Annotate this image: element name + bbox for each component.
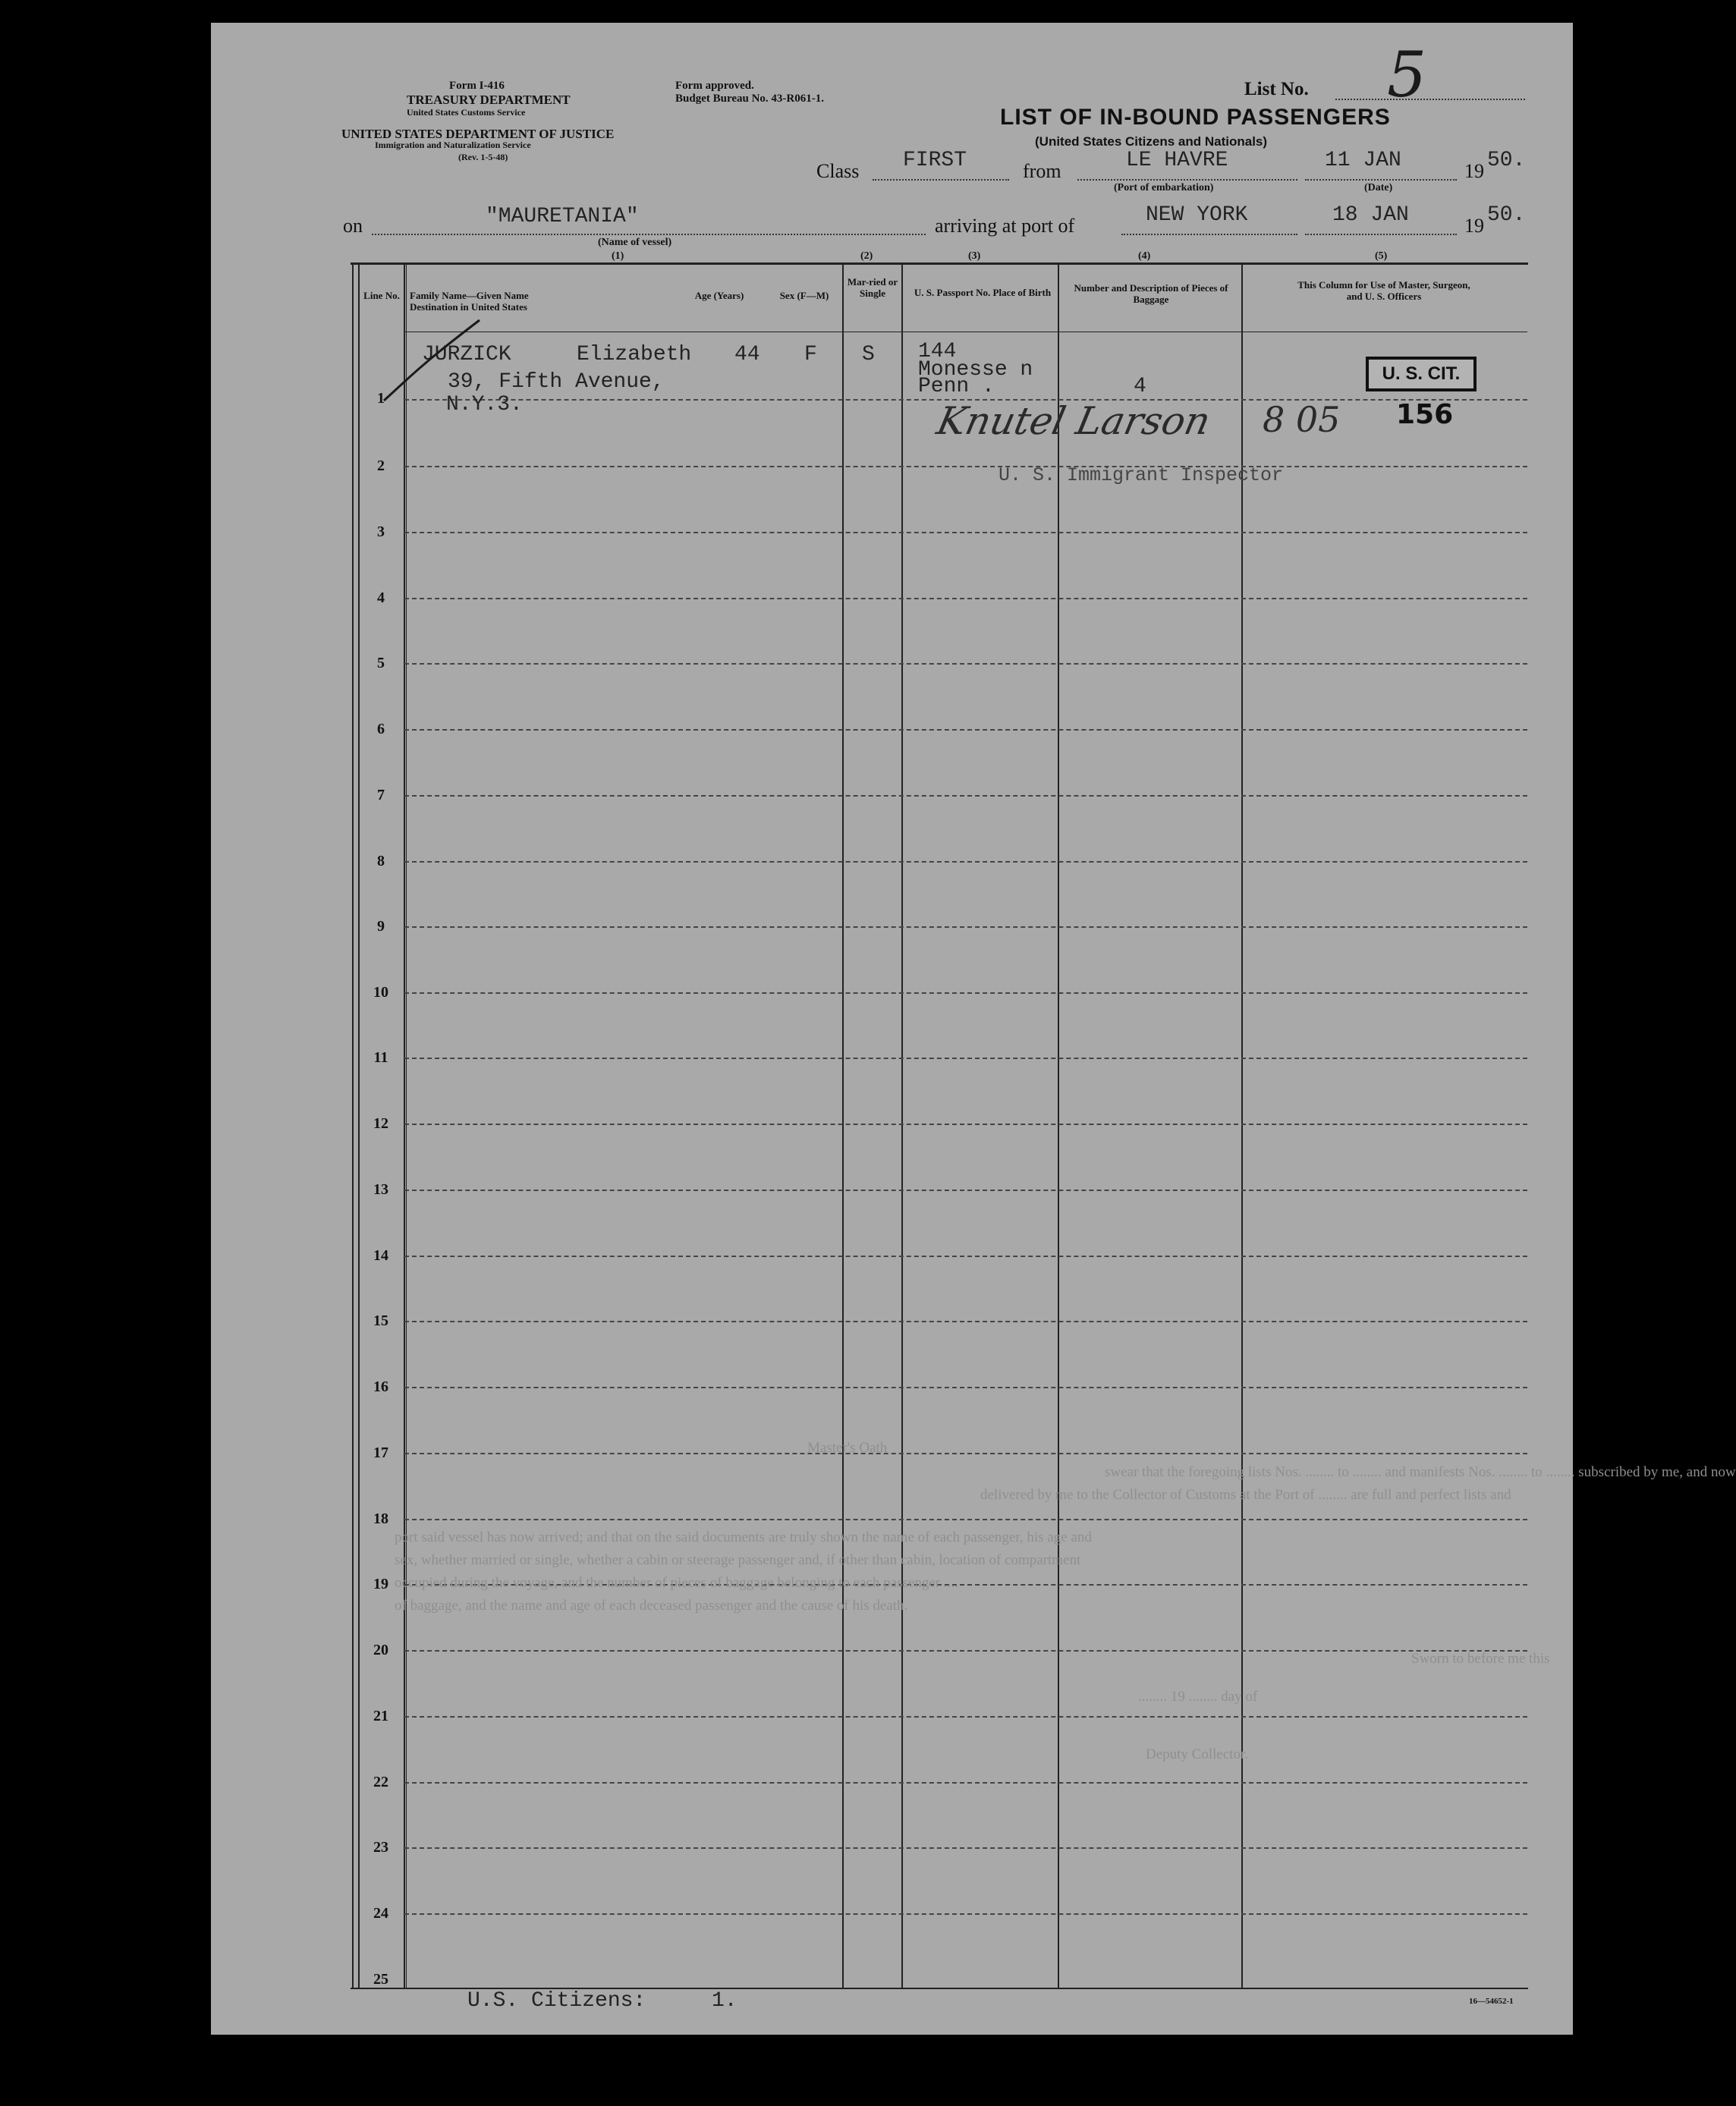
line-number: 19: [373, 1576, 388, 1592]
customs-service: United States Customs Service: [407, 107, 526, 118]
passenger-address-1: 39, Fifth Avenue,: [448, 370, 665, 394]
line-number: 11: [373, 1049, 388, 1066]
line-number: 24: [373, 1905, 388, 1922]
port-embarkation: LE HAVRE: [1126, 149, 1228, 172]
line-number: 22: [373, 1774, 388, 1790]
name-divider: [406, 262, 407, 1989]
passenger-given-name: Elizabeth: [577, 343, 692, 366]
passenger-sex: F: [804, 343, 817, 366]
class-value: FIRST: [903, 149, 967, 172]
line-number: 1: [377, 390, 385, 407]
arrival-date: 18 JAN: [1332, 203, 1409, 227]
line-number: 8: [377, 853, 385, 869]
col-num-5: (5): [1375, 250, 1388, 262]
row-rule: [404, 598, 1527, 599]
col-line-no: Line No.: [363, 290, 400, 301]
col-num-4: (4): [1138, 250, 1151, 262]
embarkation-caption: (Port of embarkation): [1114, 182, 1214, 193]
line-number: 3: [377, 523, 385, 540]
table-left-border: [352, 262, 354, 1989]
passenger-age: 44: [734, 343, 760, 366]
passport-number: 144: [918, 340, 957, 363]
citizens-label: U.S. Citizens:: [467, 1989, 646, 2013]
list-no-value: 5: [1387, 39, 1427, 112]
line-number: 10: [373, 984, 388, 1001]
birth-city: Monesse n: [918, 358, 1033, 382]
bleed-through-text: occupied during the voyage, and the number of pieces of baggage belonging to each passenger ....: [395, 1575, 958, 1591]
line-number: 15: [373, 1312, 388, 1329]
passenger-address-2: N.Y.3.: [446, 393, 523, 416]
vessel-caption: (Name of vessel): [598, 237, 672, 248]
row-rule: [404, 1387, 1527, 1388]
row-rule: [404, 1519, 1527, 1520]
line-number: 21: [373, 1708, 388, 1724]
arrival-port-line: [1121, 234, 1297, 235]
row-rule: [404, 1716, 1527, 1718]
row-rule: [404, 1913, 1527, 1915]
print-code: 16—54652-1: [1469, 1997, 1514, 2006]
row-rule: [404, 795, 1527, 797]
bleed-through-text: ........ 19 ........ day of: [1138, 1689, 1258, 1705]
row-rule: [404, 926, 1527, 928]
row-rule: [404, 1058, 1527, 1059]
row-rule: [404, 1782, 1527, 1784]
us-citizen-stamp: U. S. CIT.: [1366, 357, 1477, 391]
line-number: 2: [377, 457, 385, 474]
col-marital: Mar-ried or Single: [847, 276, 898, 299]
col-sex: Sex (F—M): [779, 290, 829, 301]
marital-left-divider: [842, 262, 844, 1989]
revision-date: (Rev. 1-5-48): [458, 152, 508, 162]
table-top-border: [351, 262, 1528, 265]
citizens-count: 1.: [712, 1989, 737, 2013]
on-label: on: [343, 215, 363, 237]
treasury-dept: TREASURY DEPARTMENT: [407, 93, 571, 107]
date-line: [1305, 179, 1457, 181]
baggage-count: 4: [1134, 375, 1146, 398]
dept-justice: UNITED STATES DEPARTMENT OF JUSTICE: [341, 127, 615, 141]
ins-service: Immigration and Naturalization Service: [375, 140, 531, 150]
row-rule: [404, 663, 1527, 665]
col-passport: U. S. Passport No. Place of Birth: [914, 287, 1052, 298]
bleed-through-text: Sworn to before me this: [1411, 1651, 1550, 1667]
row-rule: [404, 992, 1527, 994]
arrival-year: 50.: [1487, 203, 1526, 227]
page-title: LIST OF IN-BOUND PASSENGERS: [1000, 105, 1391, 130]
row-rule: [404, 1650, 1527, 1652]
check-mark-icon: [379, 317, 486, 408]
arrival-port: NEW YORK: [1146, 203, 1248, 227]
line-number: 25: [373, 1971, 388, 1988]
line-number: 14: [373, 1247, 388, 1264]
row-rule: [404, 729, 1527, 731]
from-label: from: [1023, 160, 1061, 182]
embarkation-line: [1077, 179, 1297, 181]
baggage-divider: [1241, 262, 1243, 1989]
col-num-3: (3): [968, 250, 981, 262]
passport-divider: [1058, 262, 1059, 1989]
line-no-divider: [404, 262, 405, 1989]
row-rule: [404, 1847, 1527, 1849]
inspection-time: 8 05: [1263, 399, 1341, 440]
row-rule: [404, 1256, 1527, 1257]
line-number: 13: [373, 1181, 388, 1198]
vessel-name: "MAURETANIA": [486, 205, 639, 228]
bleed-through-text: of baggage, and the name and age of each deceased passenger and the cause of his death.: [395, 1598, 908, 1614]
vessel-line: [372, 234, 926, 235]
line-number: 6: [377, 721, 385, 737]
line-number: 16: [373, 1378, 388, 1395]
row-rule: [404, 1124, 1527, 1125]
departure-year: 50.: [1487, 149, 1526, 172]
line-number: 12: [373, 1115, 388, 1132]
birth-state: Penn .: [918, 375, 995, 398]
bleed-through-text: Deputy Collector.: [1146, 1746, 1249, 1762]
line-number: 18: [373, 1510, 388, 1527]
budget-bureau: Budget Bureau No. 43-R061-1.: [675, 93, 824, 105]
officer-number: 156: [1396, 399, 1454, 430]
inspector-signature: Knutel Larson: [932, 399, 1215, 443]
bleed-through-text: sex, whether married or single, whether a cabin or steerage passenger and, if other than cabin, location of compartment: [395, 1552, 1081, 1568]
col-baggage: Number and Description of Pieces of Baggage: [1074, 282, 1228, 305]
bleed-through-text: port said vessel has now arrived; and that on the said documents are truly shown the name of each passenger, his age and: [395, 1529, 1092, 1545]
row-rule: [404, 1190, 1527, 1191]
arrival-year-prefix: 19: [1464, 215, 1484, 237]
bleed-through-text: Master's Oath: [807, 1440, 888, 1456]
date-caption: (Date): [1364, 182, 1393, 193]
list-no-label: List No.: [1244, 79, 1309, 99]
col-age: Age (Years): [694, 290, 744, 301]
line-number: 20: [373, 1642, 388, 1658]
arrival-date-line: [1305, 234, 1457, 235]
row-rule: [404, 466, 1527, 467]
arriving-label: arriving at port of: [935, 215, 1075, 237]
col-num-2: (2): [860, 250, 873, 262]
col-destination: Destination in United States: [410, 301, 527, 313]
line-number: 4: [377, 589, 385, 606]
marital-right-divider: [901, 262, 903, 1989]
class-line: [873, 179, 1009, 181]
line-number: 17: [373, 1444, 388, 1461]
row-rule: [404, 861, 1527, 863]
page-subtitle: (United States Citizens and Nationals): [1035, 134, 1268, 149]
row-rule: [404, 532, 1527, 533]
bleed-through-text: swear that the foregoing lists Nos. ........ to ........ and manifests Nos. ........ to ........ subscribed by me, and now: [1105, 1464, 1736, 1480]
col-num-1: (1): [612, 250, 624, 262]
col-family-name: Family Name—Given Name: [410, 290, 529, 301]
line-number: 23: [373, 1839, 388, 1856]
passenger-marital: S: [862, 343, 875, 366]
passenger-surname: JURZICK: [422, 343, 511, 366]
row-rule: [404, 1453, 1527, 1454]
col-officers: This Column for Use of Master, Surgeon, and U. S. Officers: [1297, 279, 1470, 302]
line-number: 9: [377, 918, 385, 935]
row-rule: [404, 1321, 1527, 1322]
bleed-through-text: delivered by me to the Collector of Customs at the Port of ........ are full and perfect lists and: [980, 1487, 1511, 1503]
form-approved: Form approved.: [675, 80, 754, 92]
class-label: Class: [816, 160, 860, 182]
line-number: 7: [377, 787, 385, 803]
list-no-line: [1335, 99, 1525, 100]
year-prefix: 19: [1464, 160, 1484, 182]
line-number: 5: [377, 655, 385, 671]
form-number: Form I-416: [449, 80, 505, 92]
departure-date: 11 JAN: [1325, 149, 1401, 172]
inspector-title: U. S. Immigrant Inspector: [999, 464, 1284, 486]
